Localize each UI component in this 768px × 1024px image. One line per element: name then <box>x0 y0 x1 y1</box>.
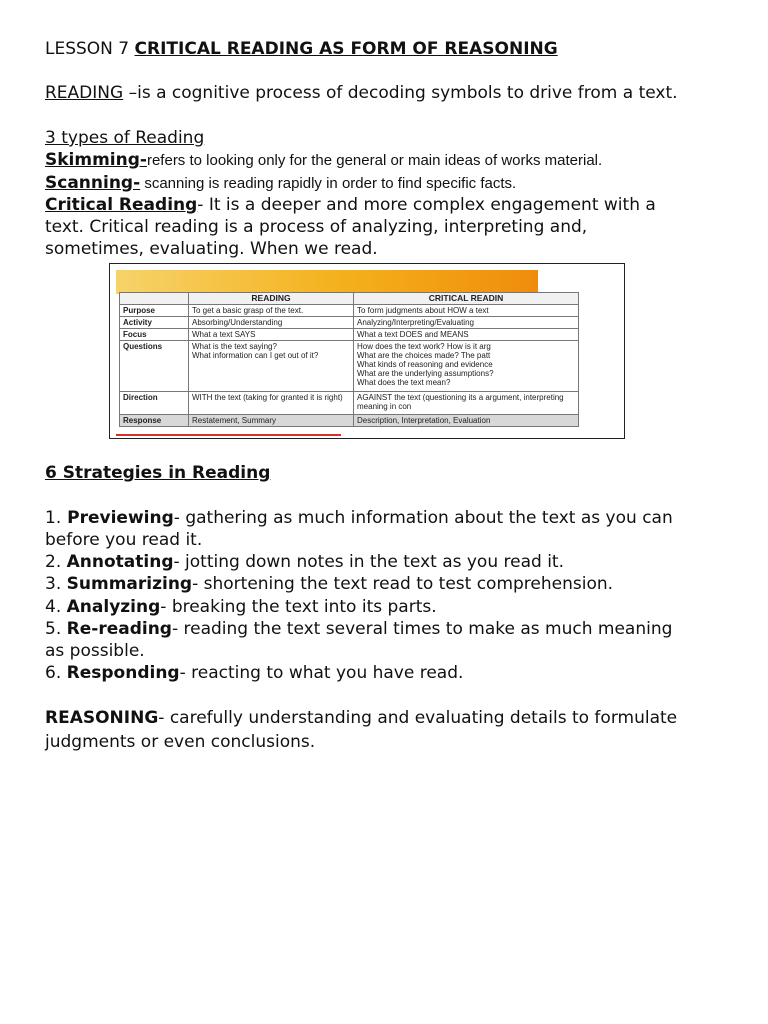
row-reading: What a text SAYS <box>189 329 354 341</box>
reasoning-line-1 <box>45 707 677 729</box>
row-critical: To form judgments about HOW a text <box>354 305 579 317</box>
scanning-line <box>45 172 516 195</box>
strategy-term: Analyzing <box>66 597 161 617</box>
strategy-number: 5. <box>45 619 62 639</box>
strategy-term: Annotating <box>66 552 174 572</box>
strategy-text: - shortening the text read to test comprehension. <box>192 574 614 594</box>
row-reading: WITH the text (taking for granted it is right) <box>189 392 354 415</box>
strategy-term: Summarizing <box>66 574 193 594</box>
row-reading: Absorbing/Understanding <box>189 317 354 329</box>
row-reading: What is the text saying? What information can I get out of it? <box>189 341 354 392</box>
comparison-table <box>119 292 579 427</box>
skimming-line <box>45 149 602 172</box>
lesson-number: LESSON 7 <box>45 39 130 59</box>
table-row <box>120 341 579 392</box>
strategy-text: - breaking the text into its parts. <box>160 597 437 617</box>
row-critical: Analyzing/Interpreting/Evaluating <box>354 317 579 329</box>
strategy-text: - reading the text several times to make as much meaning <box>171 619 673 639</box>
row-reading: To get a basic grasp of the text. <box>189 305 354 317</box>
comparison-table-image <box>109 263 625 439</box>
strategy-number: 3. <box>45 574 62 594</box>
header-empty <box>120 293 189 305</box>
red-underline-mark <box>116 434 341 436</box>
row-critical: Description, Interpretation, Evaluation <box>354 415 579 427</box>
row-label: Response <box>120 415 189 427</box>
strategy-item <box>45 573 613 595</box>
row-reading: Restatement, Summary <box>189 415 354 427</box>
strategy-item-continuation: as possible. <box>45 641 145 661</box>
table-header-bar <box>116 270 538 294</box>
critical-line-2: text. Critical reading is a process of analyzing, interpreting and, <box>45 217 588 237</box>
critical-term: Critical Reading <box>45 195 198 215</box>
row-critical: AGAINST the text (questioning its a argument, interpreting meaning in con <box>354 392 579 415</box>
strategy-item <box>45 596 437 618</box>
types-heading: 3 types of Reading <box>45 128 205 148</box>
strategy-number: 2. <box>45 552 62 572</box>
table-row <box>120 317 579 329</box>
row-label: Focus <box>120 329 189 341</box>
row-critical: How does the text work? How is it arg What are the choices made? The patt What kinds of reasoning and evidence What are the underlying assumptions? What does the text mean? <box>354 341 579 392</box>
strategy-term: Responding <box>66 663 180 683</box>
strategy-item <box>45 551 564 573</box>
strategy-item <box>45 618 672 640</box>
strategy-text: - jotting down notes in the text as you read it. <box>173 552 564 572</box>
strategy-term: Re-reading <box>66 619 172 639</box>
reasoning-text: - carefully understanding and evaluating details to formulate <box>158 708 678 728</box>
strategy-text: - gathering as much information about the text as you can <box>173 508 673 528</box>
critical-line-3: sometimes, evaluating. When we read. <box>45 239 378 259</box>
reading-text: –is a cognitive process of decoding symbols to drive from a text. <box>123 83 678 103</box>
reasoning-term: REASONING <box>45 708 159 728</box>
table-row <box>120 329 579 341</box>
scanning-term: Scanning- <box>45 173 141 193</box>
critical-text-1: - It is a deeper and more complex engagement with a <box>197 195 656 215</box>
reading-term: READING <box>45 83 124 103</box>
strategy-number: 6. <box>45 663 62 683</box>
table-row <box>120 305 579 317</box>
strategies-heading: 6 Strategies in Reading <box>45 463 271 483</box>
row-label: Purpose <box>120 305 189 317</box>
scanning-text: scanning is reading rapidly in order to find specific facts. <box>140 175 517 192</box>
strategy-item-continuation: before you read it. <box>45 530 203 550</box>
table-header-row <box>120 293 579 305</box>
table-row <box>120 392 579 415</box>
row-label: Direction <box>120 392 189 415</box>
strategy-term: Previewing <box>61 508 174 528</box>
header-critical: CRITICAL READIN <box>354 293 579 305</box>
strategy-number: 4. <box>45 597 62 617</box>
table-row <box>120 415 579 427</box>
row-label: Questions <box>120 341 189 392</box>
strategy-number: 1. <box>45 508 62 528</box>
skimming-term: Skimming- <box>45 150 147 170</box>
reasoning-line-2: judgments or even conclusions. <box>45 732 316 752</box>
strategy-text: - reacting to what you have read. <box>179 663 464 683</box>
row-label: Activity <box>120 317 189 329</box>
header-reading: READING <box>189 293 354 305</box>
reading-definition <box>45 82 678 104</box>
strategy-item <box>45 507 673 529</box>
skimming-text: refers to looking only for the general or main ideas of works material. <box>146 152 603 169</box>
comparison-table-crop <box>116 270 564 436</box>
row-critical: What a text DOES and MEANS <box>354 329 579 341</box>
critical-line-1 <box>45 194 656 216</box>
lesson-heading: CRITICAL READING AS FORM OF REASONING <box>134 39 558 59</box>
lesson-title <box>45 38 558 60</box>
strategy-item <box>45 662 463 684</box>
